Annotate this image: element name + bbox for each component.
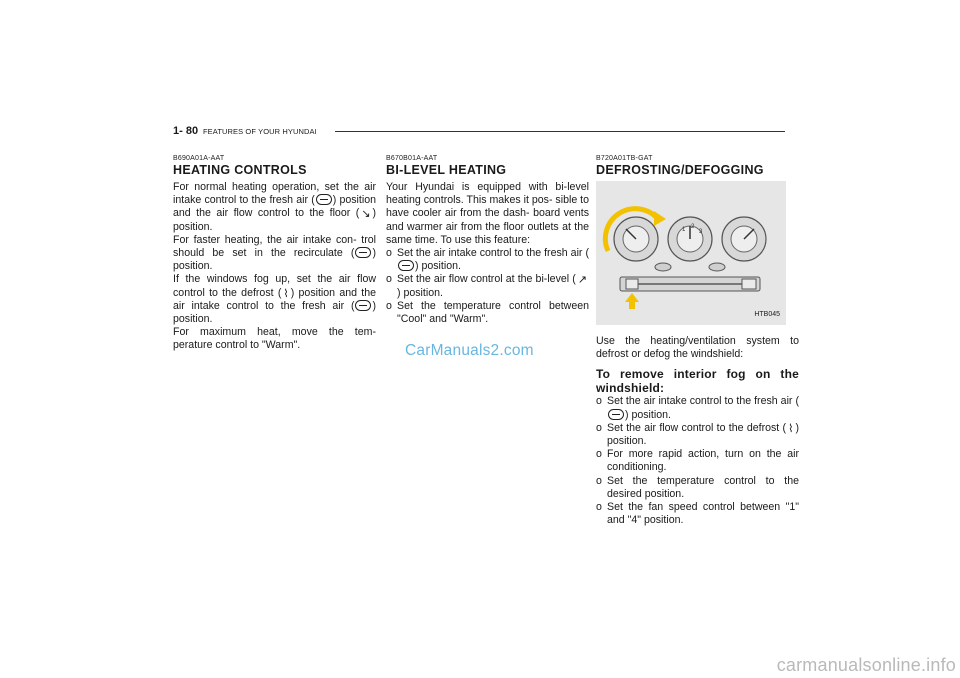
text: ) position. <box>397 286 443 299</box>
text: Set the temperature control to the desired position. <box>607 474 799 500</box>
bullet: o <box>386 247 392 260</box>
slider-end-icon <box>742 279 756 289</box>
list-item <box>386 300 589 326</box>
header-divider <box>335 131 785 132</box>
up-arrow-icon <box>625 293 639 309</box>
dial-mark: 1 <box>682 227 686 233</box>
list-item <box>596 448 799 474</box>
bullet: o <box>386 299 392 312</box>
section-code: B720A01TB-GAT <box>596 155 653 162</box>
page-header <box>173 125 785 137</box>
instruction-list <box>596 395 799 527</box>
section-code: B690A01A-AAT <box>173 155 225 162</box>
footer-watermark[interactable]: carmanualsonline.info <box>776 655 956 675</box>
list-item <box>386 273 589 299</box>
paragraph: Use the heating/ventilation system to defrost or defog the windshield: <box>596 335 799 361</box>
list-item <box>596 395 799 421</box>
text: ) position. <box>415 260 461 273</box>
dial-mark: 3 <box>699 229 703 235</box>
figure-label: HTB045 <box>754 311 780 318</box>
watermark-link[interactable]: CarManuals2.com <box>405 342 534 359</box>
list-item <box>596 501 799 527</box>
section-title: BI-LEVEL HEATING <box>386 163 507 177</box>
paragraph <box>173 273 376 326</box>
fresh-air-icon <box>316 194 332 205</box>
text: Set the air intake control to the fresh air ( <box>397 247 589 260</box>
slider-knob <box>626 279 638 289</box>
text: Set the air intake control to the fresh air ( <box>607 395 799 408</box>
text: Set the air flow control to the defrost ( <box>607 421 787 434</box>
text: ) position and the air intake control to the fresh air ( <box>173 286 376 312</box>
text: Set the air flow control at the bi-level ( <box>397 273 576 286</box>
recirculate-icon <box>355 247 371 258</box>
section-body <box>596 335 799 527</box>
bullet: o <box>596 395 602 408</box>
page-number: 1- 80 <box>173 125 199 137</box>
bi-level-icon: ↗ <box>577 274 587 287</box>
text: For more rapid action, turn on the air conditioning. <box>607 448 799 474</box>
instruction-list <box>386 247 589 326</box>
text: If the windows fog up, set the air flow control to the defrost ( <box>173 273 376 299</box>
text: For normal heating operation, set the air intake control to the fresh air ( <box>173 181 376 207</box>
control-panel-illustration <box>596 181 786 325</box>
paragraph: Your Hyundai is equipped with bi-level heating controls. This makes it pos- sible to have cooler air from the dash- board vents and warmer air from the floor outlets at the same time. To use this feature: <box>386 181 589 246</box>
section-title: DEFROSTING/DEFOGGING <box>596 163 764 177</box>
defrost-icon: ⌇ <box>283 287 289 300</box>
text: ) position. <box>173 207 376 233</box>
fresh-air-icon <box>398 260 414 271</box>
text: ) position. <box>173 299 376 326</box>
text: ) position and the air flow control to the floor ( <box>173 194 376 220</box>
section-body <box>386 181 589 326</box>
list-item <box>386 247 589 273</box>
rotate-arrow-head <box>654 211 666 226</box>
section-code: B670B01A-AAT <box>386 155 438 162</box>
text: ) position. <box>625 408 671 421</box>
fresh-air-icon <box>608 409 624 420</box>
paragraph <box>173 181 376 234</box>
text: ) position. <box>607 421 799 448</box>
bullet: o <box>386 273 392 286</box>
bullet: o <box>596 474 602 487</box>
section-title: HEATING CONTROLS <box>173 163 307 177</box>
defrost-section <box>596 154 799 527</box>
bullet: o <box>596 501 602 514</box>
text: Set the temperature control between "Cool" and "Warm". <box>397 299 589 326</box>
small-button <box>709 263 725 271</box>
list-item <box>596 475 799 501</box>
text: For faster heating, the air intake con- trol should be set in the recirculate ( <box>173 233 376 260</box>
header-title: FEATURES OF YOUR HYUNDAI <box>203 127 317 136</box>
defrost-icon: ⌇ <box>788 422 794 435</box>
floor-vent-icon: ↘ <box>361 208 371 221</box>
bullet: o <box>596 421 602 434</box>
bullet: o <box>596 448 602 461</box>
bilevel-heating-section <box>386 154 589 326</box>
small-button <box>655 263 671 271</box>
heating-controls-section <box>173 154 376 353</box>
text: Set the fan speed control between "1" and "4" position. <box>607 501 799 527</box>
paragraph: For maximum heat, move the tem- perature control to "Warm". <box>173 326 376 352</box>
fresh-air-icon <box>355 300 371 311</box>
dial-mark: 2 <box>691 224 695 230</box>
text: ) position. <box>173 247 376 273</box>
subheading: To remove interior fog on the windshield: <box>596 367 799 396</box>
control-panel-figure <box>596 181 786 325</box>
list-item <box>596 422 799 448</box>
paragraph <box>173 234 376 274</box>
section-body <box>173 181 376 353</box>
